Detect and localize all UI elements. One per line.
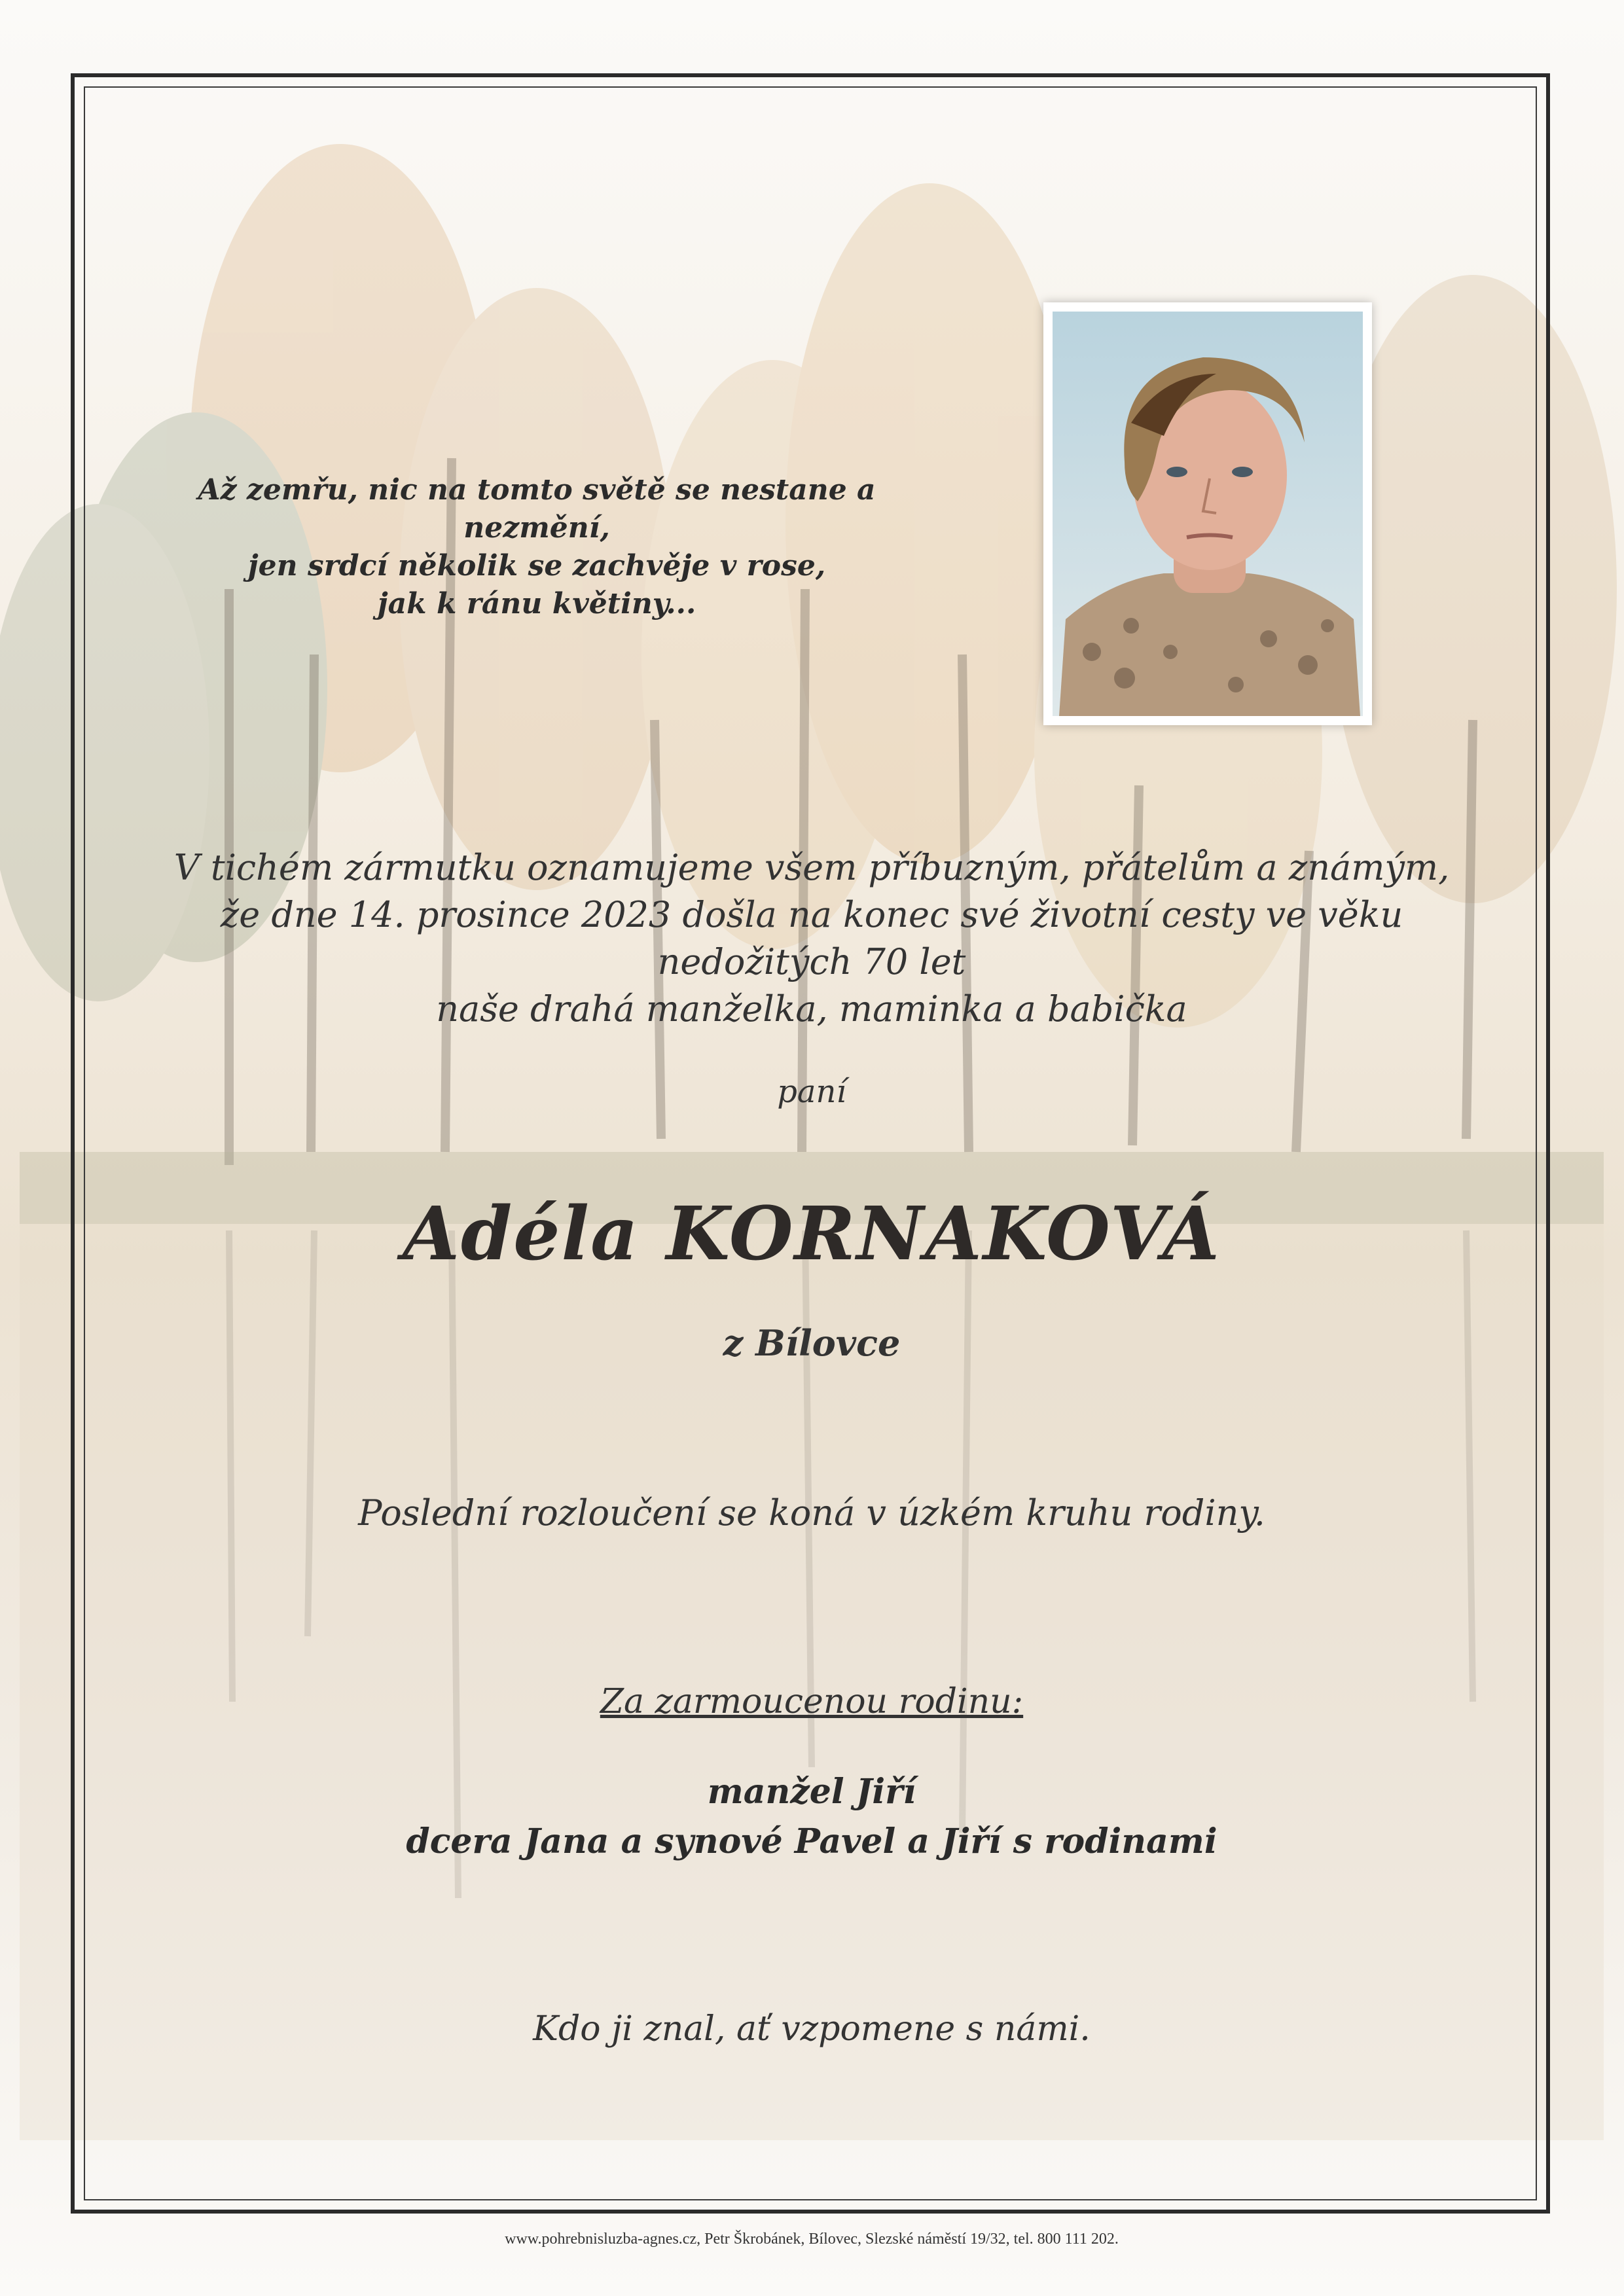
announcement-line: naše drahá manželka, maminka a babička	[436, 988, 1187, 1030]
family-heading	[393, 1682, 1231, 1721]
deceased-name: Adéla KORNAKOVÁ	[403, 1191, 1221, 1277]
portrait-image	[1053, 312, 1363, 716]
motto-verse	[164, 471, 910, 623]
footer-contact: www.pohrebnisluzba-agnes.cz, Petr Škrobánek, Bílovec, Slezské náměstí 19/32, tel. 800 111 202.	[505, 2231, 1119, 2248]
portrait-photo	[1043, 302, 1372, 725]
closing-line: Kdo ji znal, ať vzpomene s námi.	[533, 2009, 1091, 2049]
farewell-notice: Poslední rozloučení se koná v úzkém kruhu rodiny.	[358, 1492, 1265, 1534]
family-member-line: dcera Jana a synové Pavel a Jiří s rodinami	[406, 1821, 1218, 1861]
motto-line: Až zemřu, nic na tomto světě se nestane a nezmění,	[198, 473, 876, 545]
announcement-text	[131, 844, 1492, 1033]
hometown: z Bílovce	[723, 1322, 901, 1364]
honorific: paní	[777, 1073, 846, 1110]
family-members	[262, 1767, 1362, 1867]
motto-line: jen srdcí několik se zachvěje v rose,	[247, 549, 826, 583]
announcement-line: V tichém zármutku oznamujeme všem příbuzným, přátelům a známým,	[173, 847, 1450, 888]
motto-line: jak k ránu květiny...	[377, 587, 696, 620]
family-heading-text: Za zarmoucenou rodinu:	[600, 1682, 1024, 1721]
announcement-line: že dne 14. prosince 2023 došla na konec své životní cesty ve věku nedožitých 70 let	[220, 894, 1403, 982]
family-member-line: manžel Jiří	[707, 1772, 916, 1812]
